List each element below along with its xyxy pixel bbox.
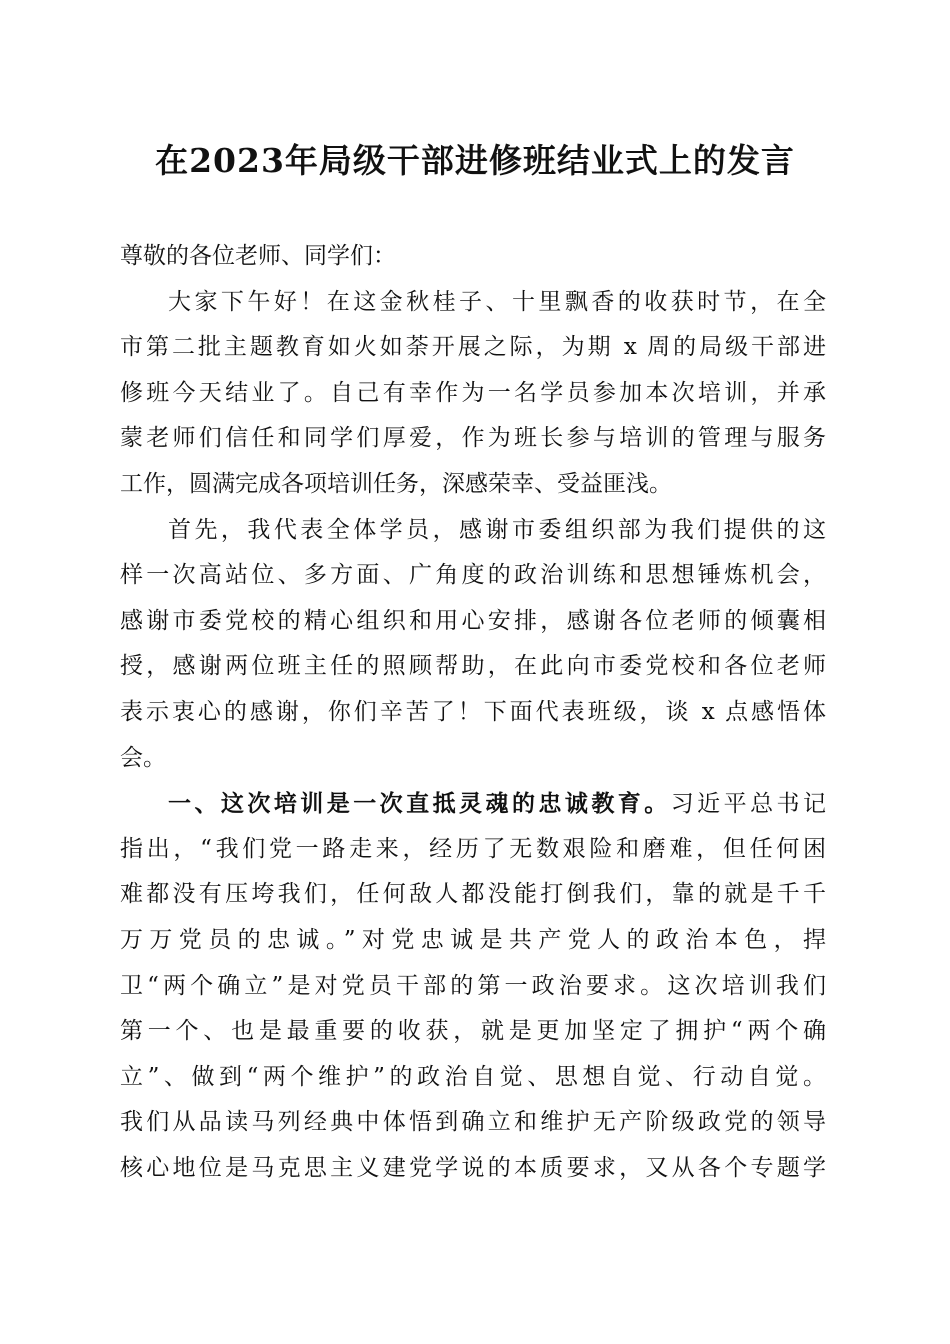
paragraph-line: 市第二批主题教育如火如荼开展之际，为期 x 周的局级干部进 [120,334,826,361]
paragraph-line [120,781,826,827]
paragraph-line: 工作，圆满完成各项培训任务，深感荣幸、受益匪浅。 [120,470,672,497]
paragraph-3 [120,781,826,1191]
paragraph-line: 第一个、也是最重要的收获，就是更加坚定了拥护“两个确 [120,1018,826,1045]
paragraph-line: 我们从品读马列经典中体悟到确立和维护无产阶级政党的领导 [120,1109,826,1136]
paragraph-line: 万万党员的忠诚。”对党忠诚是共产党人的政治本色，捍 [120,926,826,953]
document-title: 在2023年局级干部进修班结业式上的发言 [155,141,795,180]
paragraph-line: 首先，我代表全体学员，感谢市委组织部为我们提供的这 [168,516,826,543]
paragraph-line: 修班今天结业了。自己有幸作为一名学员参加本次培训，并承 [120,379,826,406]
section-heading-continuation: 习近平总书记 [670,791,826,818]
paragraph-line: 大家下午好！在这金秋桂子、十里飘香的收获时节，在全 [168,288,826,315]
paragraph-line: 会。 [120,744,166,771]
paragraph-1 [120,280,826,508]
paragraph-2 [120,508,826,782]
paragraph-line: 感谢市委党校的精心组织和用心安排，感谢各位老师的倾囊相 [120,607,826,634]
salutation: 尊敬的各位老师、同学们： [120,243,396,269]
paragraph-line: 表示衷心的感谢，你们辛苦了！下面代表班级，谈 x 点感悟体 [120,698,826,725]
paragraph-line: 样一次高站位、多方面、广角度的政治训练和思想锤炼机会， [120,562,826,589]
paragraph-line: 难都没有压垮我们，任何敌人都没能打倒我们，靠的就是千千 [120,881,826,908]
paragraph-line: 蒙老师们信任和同学们厚爱，作为班长参与培训的管理与服务 [120,425,826,452]
document-body [120,234,826,1191]
paragraph-line: 立”、做到“两个维护”的政治自觉、思想自觉、行动自觉。 [120,1063,826,1090]
paragraph-line: 指出，“我们党一路走来，经历了无数艰险和磨难，但任何困 [120,835,826,862]
section-heading: 一、这次培训是一次直抵灵魂的忠诚教育。 [168,790,671,818]
paragraph-line: 卫“两个确立”是对党员干部的第一政治要求。这次培训我们 [120,972,826,999]
paragraph-line: 授，感谢两位班主任的照顾帮助，在此向市委党校和各位老师 [120,653,826,680]
paragraph-line: 核心地位是马克思主义建党学说的本质要求，又从各个专题学 [120,1154,826,1181]
